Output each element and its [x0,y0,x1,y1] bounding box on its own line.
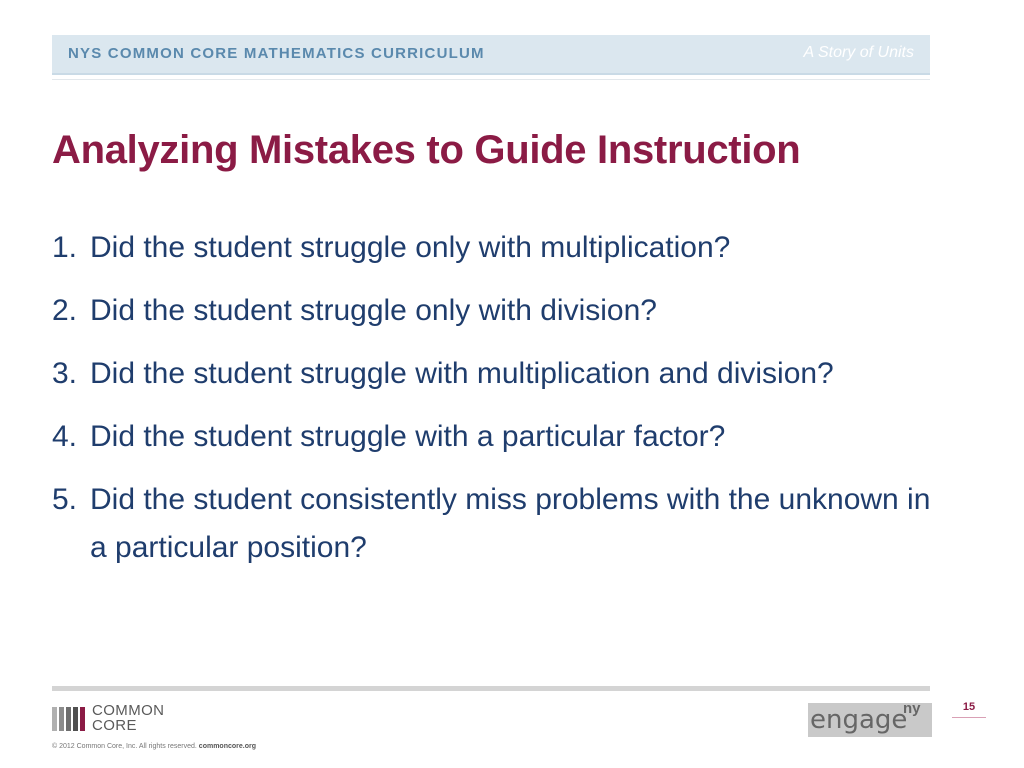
list-text: Did the student consistently miss problems with the unknown in a particular position? [90,483,931,564]
story-label: A Story of Units [803,44,914,61]
footer-divider [52,686,930,691]
list-number: 1. [52,231,78,264]
common-core-wordmark [92,703,192,733]
curriculum-label: NYS COMMON CORE MATHEMATICS CURRICULUM [68,45,485,62]
copyright-notice [52,743,256,750]
page-number-underline [952,717,986,718]
list-number: 4. [52,420,78,453]
logo-line-2: CORE [92,717,137,734]
question-list [52,224,952,587]
list-number: 5. [52,483,78,516]
logo-line-1: COMMON [92,702,165,719]
list-number: 3. [52,357,78,390]
list-text: Did the student struggle only with multiplication? [90,231,731,264]
page-number: 15 [962,701,976,713]
slide-title: Analyzing Mistakes to Guide Instruction [52,128,801,172]
list-item [52,476,952,572]
list-item [52,413,952,461]
list-text: Did the student struggle with a particular factor? [90,420,726,453]
engage-ny-logo [808,700,932,737]
list-item [52,350,952,398]
list-text: Did the student struggle with multiplication and division? [90,357,834,390]
common-core-logo-icon [52,705,86,733]
copyright-text: © 2012 Common Core, Inc. All rights reserved. [52,743,197,750]
header-bar [52,35,930,75]
list-item [52,224,952,272]
header-divider [52,79,930,80]
list-item [52,287,952,335]
list-text: Did the student struggle only with division? [90,294,657,327]
commoncore-link[interactable]: commoncore.org [198,743,256,750]
list-number: 2. [52,294,78,327]
engage-ny-superscript: ny [903,700,921,717]
engage-text: engage [810,705,908,735]
